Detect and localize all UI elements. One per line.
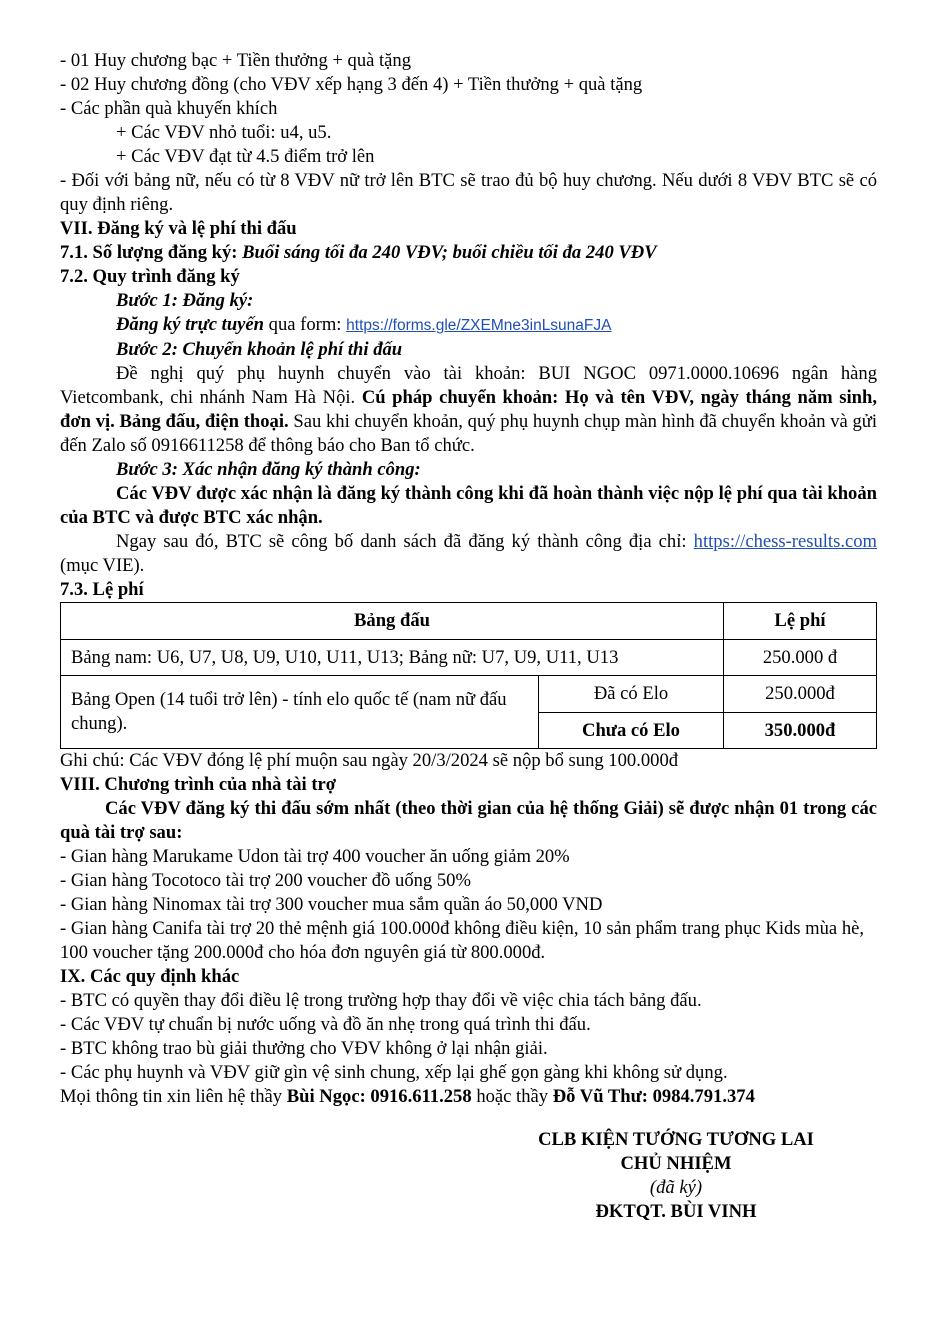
- fee-note: Ghi chú: Các VĐV đóng lệ phí muộn sau ngày 20/3/2024 sẽ nộp bổ sung 100.000đ: [60, 750, 679, 771]
- section7-heading: VII. Đăng ký và lệ phí thi đấu: [60, 218, 297, 239]
- fee-row2b-type: Chưa có Elo: [539, 713, 724, 749]
- contact-prefix: Mọi thông tin xin liên hệ thầy: [60, 1086, 283, 1107]
- s72-label: 7.2. Quy trình đăng ký: [60, 266, 240, 287]
- s73-label: 7.3. Lệ phí: [60, 579, 144, 600]
- step3-paragraph: [60, 530, 877, 578]
- chess-results-link[interactable]: https://chess-results.com: [693, 531, 877, 552]
- prize-young: + Các VĐV nhỏ tuổi: u4, u5.: [116, 122, 332, 143]
- step3-text: Ngay sau đó, BTC sẽ công bố danh sách đã đăng ký thành công địa chỉ:: [116, 531, 687, 552]
- signature-signed: (đã ký): [649, 1177, 703, 1198]
- contact-line: [60, 1085, 877, 1109]
- step1-online: Đăng ký trực tuyến: [116, 314, 265, 335]
- registration-form-link[interactable]: https://forms.gle/ZXEMne3inLsunaFJA: [346, 317, 612, 334]
- step1-title: Bước 1: Đăng ký:: [116, 290, 254, 311]
- step1-form: qua form:: [268, 314, 342, 335]
- signature-block: [476, 1128, 876, 1224]
- fee-row2a-fee: 250.000đ: [724, 676, 877, 713]
- fee-header-fee: Lệ phí: [724, 603, 877, 640]
- step2-title: Bước 2: Chuyển khoản lệ phí thi đấu: [116, 339, 403, 360]
- contact-bui-ngoc: Bùi Ngọc: 0916.611.258: [286, 1086, 472, 1107]
- section8-intro: Các VĐV đăng ký thi đấu sớm nhất (theo thời gian của hệ thống Giải) sẽ được nhận 01 trong các quà tài trợ sau:: [60, 798, 877, 843]
- prize-silver: - 01 Huy chương bạc + Tiền thưởng + quà tặng: [60, 50, 412, 71]
- fee-table: [60, 602, 877, 749]
- rule-item: - BTC có quyền thay đổi điều lệ trong trường hợp thay đổi về việc chia tách bảng đấu.: [60, 990, 702, 1011]
- document-body: [60, 49, 877, 1109]
- fee-row1-fee: 250.000 đ: [724, 640, 877, 676]
- section9-heading: IX. Các quy định khác: [60, 966, 240, 987]
- step3-bold: Các VĐV được xác nhận là đăng ký thành công khi đã hoàn thành việc nộp lệ phí qua tài khoản của BTC và được BTC xác nhận.: [60, 483, 877, 528]
- fee-row2b-fee: 350.000đ: [724, 713, 877, 749]
- prize-points: + Các VĐV đạt từ 4.5 điểm trở lên: [116, 146, 375, 167]
- rule-item: - BTC không trao bù giải thưởng cho VĐV không ở lại nhận giải.: [60, 1038, 548, 1059]
- prize-encourage: - Các phần quà khuyến khích: [60, 98, 278, 119]
- sponsor-item: - Gian hàng Marukame Udon tài trợ 400 voucher ăn uống giảm 20%: [60, 846, 570, 867]
- signature-org: CLB KIỆN TƯỚNG TƯƠNG LAI: [538, 1129, 814, 1150]
- rule-item: - Các VĐV tự chuẩn bị nước uống và đồ ăn nhẹ trong quá trình thi đấu.: [60, 1014, 591, 1035]
- fee-row1-group: Bảng nam: U6, U7, U8, U9, U10, U11, U13; Bảng nữ: U7, U9, U11, U13: [61, 640, 724, 676]
- women-note: - Đối với bảng nữ, nếu có từ 8 VĐV nữ trở lên BTC sẽ trao đủ bộ huy chương. Nếu dưới 8 VĐV BTC sẽ có quy định riêng.: [60, 170, 877, 215]
- s71-value: Buổi sáng tối đa 240 VĐV; buổi chiều tối đa 240 VĐV: [242, 242, 657, 263]
- signature-role: CHỦ NHIỆM: [620, 1153, 732, 1174]
- fee-header-group: Bảng đấu: [61, 603, 724, 640]
- fee-row2a-type: Đã có Elo: [539, 676, 724, 713]
- rule-item: - Các phụ huynh và VĐV giữ gìn vệ sinh chung, xếp lại ghế gọn gàng khi không sử dụng.: [60, 1062, 728, 1083]
- fee-row2-group: Bảng Open (14 tuổi trở lên) - tính elo quốc tế (nam nữ đấu chung).: [61, 676, 539, 749]
- step2-text2: Sau khi chuyển khoản, quý phụ huynh chụp màn hình đã chuyển khoản và gửi đến Zalo số 0916611258 để thông báo cho Ban tổ chức.: [60, 411, 878, 456]
- contact-do-vu-thu: Đỗ Vũ Thư: 0984.791.374: [552, 1086, 755, 1107]
- sponsor-item: - Gian hàng Tocotoco tài trợ 200 voucher đồ uống 50%: [60, 870, 471, 891]
- section8-heading: VIII. Chương trình của nhà tài trợ: [60, 774, 337, 795]
- step3-title: Bước 3: Xác nhận đăng ký thành công:: [116, 459, 421, 480]
- contact-mid: hoặc thầy: [476, 1086, 549, 1107]
- s71-label: 7.1. Số lượng đăng ký:: [60, 242, 238, 263]
- sponsor-item: - Gian hàng Ninomax tài trợ 300 voucher mua sắm quần áo 50,000 VND: [60, 894, 603, 915]
- sponsor-item: - Gian hàng Canifa tài trợ 20 thẻ mệnh giá 100.000đ không điều kiện, 10 sản phẩm trang phục Kids mùa hè, 100 voucher tặng 200.000đ cho hóa đơn nguyên giá từ 800.000đ.: [60, 918, 865, 963]
- step2-syntax: Cú pháp chuyển khoản: Họ và tên VĐV, ngày tháng năm sinh, đơn vị. Bảng đấu, điện thoại.: [60, 387, 877, 432]
- step2-text1: Đề nghị quý phụ huynh chuyển vào tài khoản: BUI NGOC 0971.0000.10696 ngân hàng Vietcombank, chi nhánh Nam Hà Nội.: [60, 363, 877, 408]
- step3-tail: (mục VIE).: [60, 555, 145, 576]
- step2-paragraph: [60, 362, 877, 458]
- prize-bronze: - 02 Huy chương đồng (cho VĐV xếp hạng 3 đến 4) + Tiền thưởng + quà tặng: [60, 74, 643, 95]
- signature-name: ĐKTQT. BÙI VINH: [595, 1201, 757, 1222]
